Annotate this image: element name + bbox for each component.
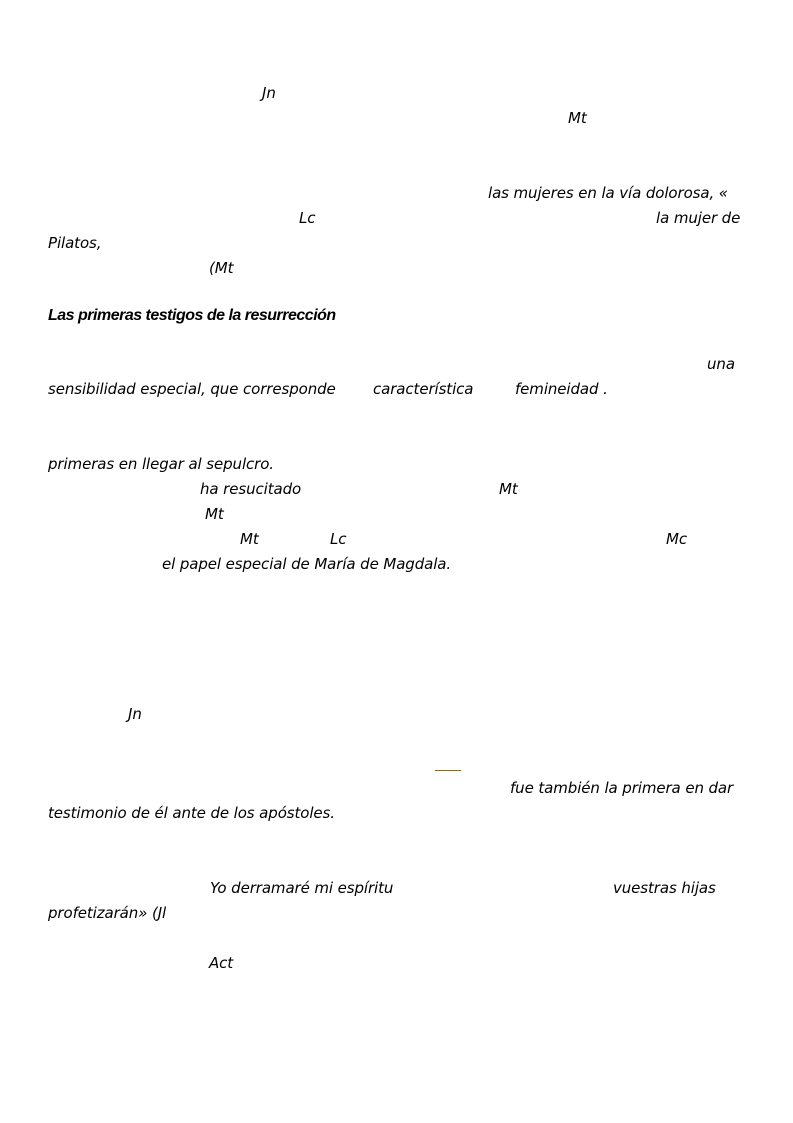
underline-mark bbox=[435, 770, 461, 771]
text-fragment-mt-5: Mt bbox=[240, 530, 259, 548]
text-fragment-caracteristica: característica bbox=[373, 380, 474, 398]
text-fragment-lc-2: Lc bbox=[330, 530, 347, 548]
text-fragment-sensibilidad: sensibilidad especial, que corresponde bbox=[48, 380, 336, 398]
text-fragment-mt-3: Mt bbox=[499, 480, 518, 498]
text-fragment-mt-4: Mt bbox=[205, 505, 224, 523]
text-fragment-primeras-sepulcro: primeras en llegar al sepulcro. bbox=[48, 455, 274, 473]
text-fragment-derramare: Yo derramaré mi espíritu bbox=[210, 879, 394, 897]
text-fragment-vuestras-hijas: vuestras hijas bbox=[613, 879, 716, 897]
text-fragment-jn-1: Jn bbox=[262, 84, 276, 102]
text-fragment-mc: Mc bbox=[666, 530, 687, 548]
text-fragment-lc-1: Lc bbox=[299, 209, 316, 227]
text-fragment-mt-1: Mt bbox=[568, 109, 587, 127]
text-fragment-ha-resucitado: ha resucitado bbox=[200, 480, 302, 498]
text-fragment-mt-2: (Mt bbox=[209, 259, 234, 277]
text-fragment-primera-en-dar: fue también la primera en dar bbox=[510, 779, 734, 797]
text-fragment-una: una bbox=[707, 355, 735, 373]
text-fragment-testimonio: testimonio de él ante de los apóstoles. bbox=[48, 804, 335, 822]
section-heading: Las primeras testigos de la resurrección bbox=[48, 307, 336, 324]
text-fragment-act: Act bbox=[209, 954, 234, 972]
text-fragment-mujer-de: la mujer de bbox=[656, 209, 741, 227]
text-fragment-mujeres-via-dolorosa: las mujeres en la vía dolorosa, « bbox=[488, 184, 728, 202]
text-fragment-profetizaran: profetizarán» (Jl bbox=[48, 904, 167, 922]
text-fragment-jn-2: Jn bbox=[128, 705, 142, 723]
text-fragment-pilatos: Pilatos, bbox=[48, 234, 102, 252]
text-fragment-maria-magdala: el papel especial de María de Magdala. bbox=[162, 555, 452, 573]
text-fragment-femineidad: femineidad . bbox=[515, 380, 608, 398]
